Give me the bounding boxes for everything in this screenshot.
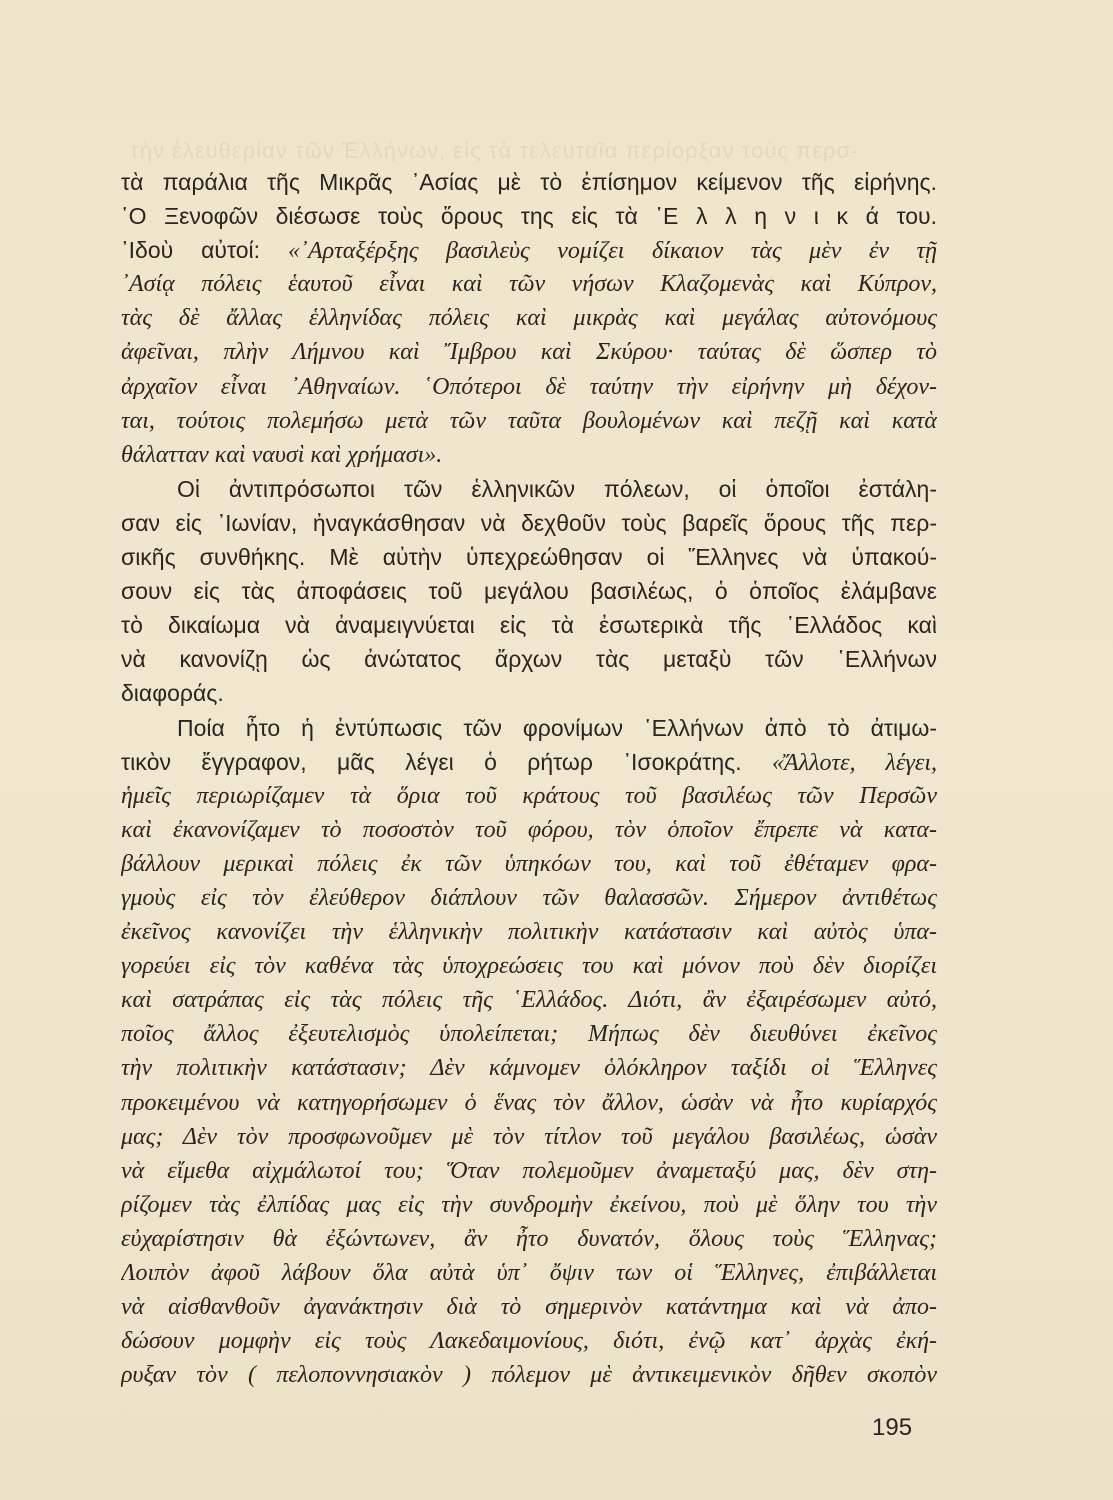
text-line: προκειμένου νὰ κατηγορήσωμεν ὁ ἕνας τὸν ἄλλον, ὡσὰν νὰ ἦτο κυρίαρχός <box>121 1089 937 1116</box>
text-line: σαν εἰς ᾿Ιωνίαν, ἠναγκάσθησαν νὰ δεχθοῦν τοὺς βαρεῖς ὅρους τῆς περ- <box>121 509 937 536</box>
text-line: τὰ παράλια τῆς Μικρᾶς ᾿Ασίας μὲ τὸ ἐπίσημον κείμενον τῆς εἰρήνης. <box>121 169 937 195</box>
bleed-through-text: τὴν ἐλευθερίαν τῶν Ἑλλήνων, εἰς τὰ τελευταῖα περίορξαν τοὺς περσ- <box>130 138 860 163</box>
line-upright-part: ᾿Ιδοὺ αὐτοί: <box>121 237 288 264</box>
text-line: σουν εἰς τὰς ἀποφάσεις τοῦ μεγάλου βασιλέως, ὁ ὁποῖος ἐλάμβανε <box>121 578 937 605</box>
text-line: γμοὺς εἰς τὸν ἐλεύθερον διάπλουν τῶν θαλασσῶν. Σήμερον ἀντιθέτως <box>121 884 937 911</box>
text-line <box>121 745 937 779</box>
text-line: ρυξαν τὸν ( πελοποννησιακὸν ) πόλεμον μὲ ἀντικειμενικὸν δῆθεν σκοπὸν <box>121 1362 937 1389</box>
line-italic-part: «Ἄλλοτε, λέγει, <box>772 749 937 776</box>
text-line: σικῆς συνθήκης. Μὲ αὐτὴν ὑπεχρεώθησαν οἱ Ἕλληνες νὰ ὑπακού- <box>121 544 937 571</box>
text-line: Οἱ ἀντιπρόσωποι τῶν ἑλληνικῶν πόλεων, οἱ ὁποῖοι ἐστάλη- <box>177 475 937 502</box>
text-line: Ποία ἦτο ἡ ἐντύπωσις τῶν φρονίμων ῾Ελλήνων ἀπὸ τὸ ἀτιμω- <box>177 714 937 741</box>
text-line: διαφοράς. <box>121 680 224 707</box>
text-line: ῾Ο Ξενοφῶν διέσωσε τοὺς ὅρους της εἰς τὰ ῾Ε λ λ η ν ι κ ά του. <box>121 203 937 230</box>
text-line: μας; Δὲν τὸν προσφωνοῦμεν μὲ τὸν τίτλον τοῦ μεγάλου βασιλέως, ὡσὰν <box>121 1123 937 1150</box>
text-line: ᾿Ασίᾳ πόλεις ἑαυτοῦ εἶναι καὶ τῶν νήσων Κλαζομενὰς καὶ Κύπρον, <box>121 271 937 298</box>
text-line: τὸ δικαίωμα νὰ ἀναμειγνύεται εἰς τὰ ἐσωτερικὰ τῆς ῾Ελλάδος καὶ <box>121 612 937 639</box>
text-line: ποῖος ἄλλος ἐξευτελισμὸς ὑπολείπεται; Μήπως δὲν διευθύνει ἐκεῖνος <box>121 1021 937 1048</box>
text-line: νὰ κανονίζῃ ὡς ἀνώτατος ἄρχων τὰς μεταξὺ τῶν ῾Ελλήνων <box>121 646 937 673</box>
body-text <box>121 165 937 1392</box>
text-line: ται, τούτοις πολεμήσω μετὰ τῶν ταῦτα βουλομένων καὶ πεζῇ καὶ κατὰ <box>121 407 937 434</box>
line-italic-part: «᾿Αρταξέρξης βασιλεὺς νομίζει δίκαιον τὰς μὲν ἐν τῇ <box>287 238 937 265</box>
text-line: ρίζομεν τὰς ἐλπίδας μας εἰς τὴν συνδρομὴν ἐκείνου, ποὺ μὲ ὅλην του τὴν <box>121 1191 937 1218</box>
text-line: καὶ ἐκανονίζαμεν τὸ ποσοστὸν τοῦ φόρου, τὸν ὁποῖον ἔπρεπε νὰ κατα- <box>121 816 937 843</box>
text-line: τὴν πολιτικὴν κατάστασιν; Δὲν κάμνομεν ὁλόκληρον ταξίδι οἱ Ἕλληνες <box>121 1055 937 1082</box>
text-line: θάλατταν καὶ ναυσὶ καὶ χρήμασι». <box>121 441 443 468</box>
text-line: καὶ σατράπας εἰς τὰς πόλεις τῆς ῾Ελλάδος. Διότι, ἂν ἐξαιρέσωμεν αὐτό, <box>121 987 937 1014</box>
text-line <box>121 233 937 267</box>
text-line: Λοιπὸν ἀφοῦ λάβουν ὅλα αὐτὰ ὑπ᾿ ὄψιν των οἱ Ἕλληνες, ἐπιβάλλεται <box>121 1260 937 1286</box>
text-line: εὐχαρίστησιν θὰ ἐξώντωνεν, ἂν ἦτο δυνατόν, ὅλους τοὺς Ἕλληνας; <box>121 1225 937 1252</box>
text-line: ἀφεῖναι, πλὴν Λήμνου καὶ Ἴμβρου καὶ Σκύρου· ταύτας δὲ ὥσπερ τὸ <box>121 339 937 366</box>
text-line: ἐκεῖνος κανονίζει τὴν ἑλληνικὴν πολιτικὴν κατάστασιν καὶ αὐτὸς ὑπα- <box>121 919 937 946</box>
text-line: γορεύει εἰς τὸν καθένα τὰς ὑποχρεώσεις του καὶ μόνον ποὺ δὲν διορίζει <box>121 953 937 980</box>
text-line: νὰ εἴμεθα αἰχμάλωτοί του; Ὅταν πολεμοῦμεν ἀναμεταξύ μας, δὲν στη- <box>121 1157 937 1184</box>
page-number: 195 <box>872 1414 913 1441</box>
text-line: βάλλουν μερικαὶ πόλεις ἐκ τῶν ὑπηκόων του, καὶ τοῦ ἐθέταμεν φρα- <box>121 850 937 877</box>
text-line: νὰ αἰσθανθοῦν ἀγανάκτησιν διὰ τὸ σημερινὸν κατάντημα καὶ νὰ ἀπο- <box>121 1294 937 1321</box>
line-upright-part: τικὸν ἔγγραφον, μᾶς λέγει ὁ ρήτωρ ᾿Ισοκράτης. <box>121 748 773 775</box>
text-line: ἀρχαῖον εἶναι ᾿Αθηναίων. ῾Οπότεροι δὲ ταύτην τὴν εἰρήνην μὴ δέχον- <box>121 373 937 400</box>
text-line: δώσουν μομφὴν εἰς τοὺς Λακεδαιμονίους, διότι, ἐνῷ κατ᾿ ἀρχὰς ἐκή- <box>121 1328 937 1355</box>
text-line: ἡμεῖς περιωρίζαμεν τὰ ὅρια τοῦ κράτους τοῦ βασιλέως τῶν Περσῶν <box>121 782 937 809</box>
text-line: τὰς δὲ ἄλλας ἑλληνίδας πόλεις καὶ μικρὰς καὶ μεγάλας αὐτονόμους <box>121 305 937 332</box>
